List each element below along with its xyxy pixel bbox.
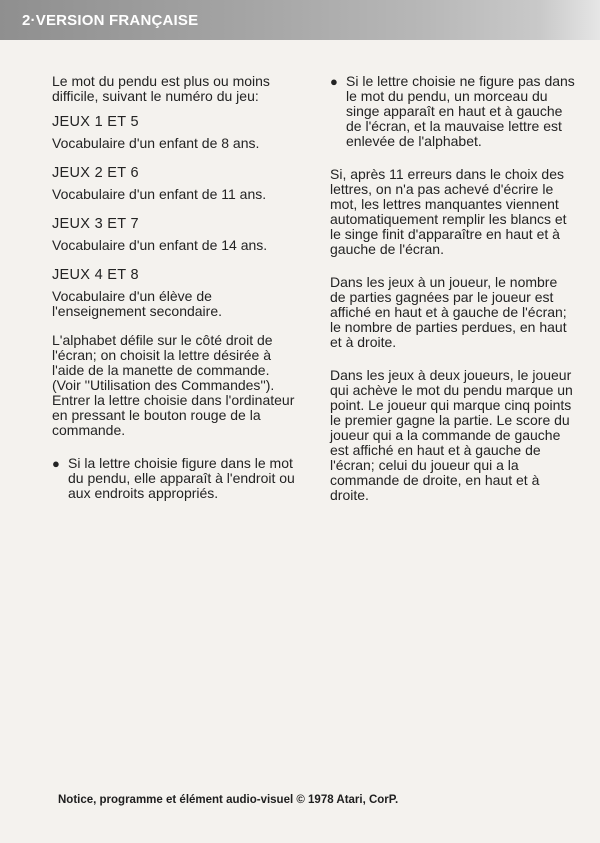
game-heading-1: JEUX 1 ET 5 — [52, 114, 139, 130]
bullet-text: Si le lettre choisie ne figure pas dans le mot du pendu, un morceau du singe apparaît en haut et à gauche de l'écran, et la mauvaise lettre est enlevée de l'alphabet. — [346, 73, 575, 149]
bullet-letter-missing — [330, 74, 575, 149]
game-heading-3: JEUX 3 ET 7 — [52, 216, 139, 232]
one-player-paragraph: Dans les jeux à un joueur, le nombre de parties gagnées par le joueur est affiché en haut et à gauche de l'écran; le nombre de parties perdues, en haut et à droite. — [330, 274, 567, 350]
bullet-text: Si la lettre choisie figure dans le mot du pendu, elle apparaît à l'endroit ou aux endroits appropriés. — [68, 455, 295, 501]
bullet-letter-found — [52, 456, 300, 501]
game-heading-2: JEUX 2 ET 6 — [52, 165, 139, 181]
left-column — [52, 74, 300, 519]
game-heading-4: JEUX 4 ET 8 — [52, 267, 139, 283]
right-column — [330, 74, 575, 521]
errors-paragraph: Si, après 11 erreurs dans le choix des lettres, on n'a pas achevé d'écrire le mot, les lettres manquantes viennent automatiquement remplir les blancs et le singe finit d'apparaître en haut et à gauche de l'écran. — [330, 166, 567, 257]
game-desc-2: Vocabulaire d'un enfant de 11 ans. — [52, 186, 267, 202]
alphabet-paragraph: L'alphabet défile sur le côté droit de l'écran; on choisit la lettre désirée à l'aide de la manette de commande. (Voir ''Utilisation des Commandes''). Entrer la lettre choisie dans l'ordinateur en pressant le bouton rouge de la commande. — [52, 332, 295, 438]
game-desc-4: Vocabulaire d'un élève de l'enseignement secondaire. — [52, 288, 223, 319]
bullet-dot-icon: ● — [330, 74, 338, 89]
copyright-footer: Notice, programme et élément audio-visuel © 1978 Atari, CorP. — [58, 794, 399, 806]
page-title: 2·VERSION FRANÇAISE — [22, 12, 199, 29]
game-desc-3: Vocabulaire d'un enfant de 14 ans. — [52, 237, 268, 253]
game-desc-1: Vocabulaire d'un enfant de 8 ans. — [52, 135, 260, 151]
bullet-dot-icon: ● — [52, 456, 60, 471]
header-bar — [0, 0, 600, 40]
two-player-paragraph: Dans les jeux à deux joueurs, le joueur qui achève le mot du pendu marque un point. Le joueur qui marque cinq points le premier gagne la partie. Le score du joueur qui a la commande de gauche est affiché en haut et à gauche de l'écran; celui du joueur qui a la commande de droite, en haut et à droite. — [330, 367, 573, 503]
intro-text: Le mot du pendu est plus ou moins difficile, suivant le numéro du jeu: — [52, 73, 270, 104]
